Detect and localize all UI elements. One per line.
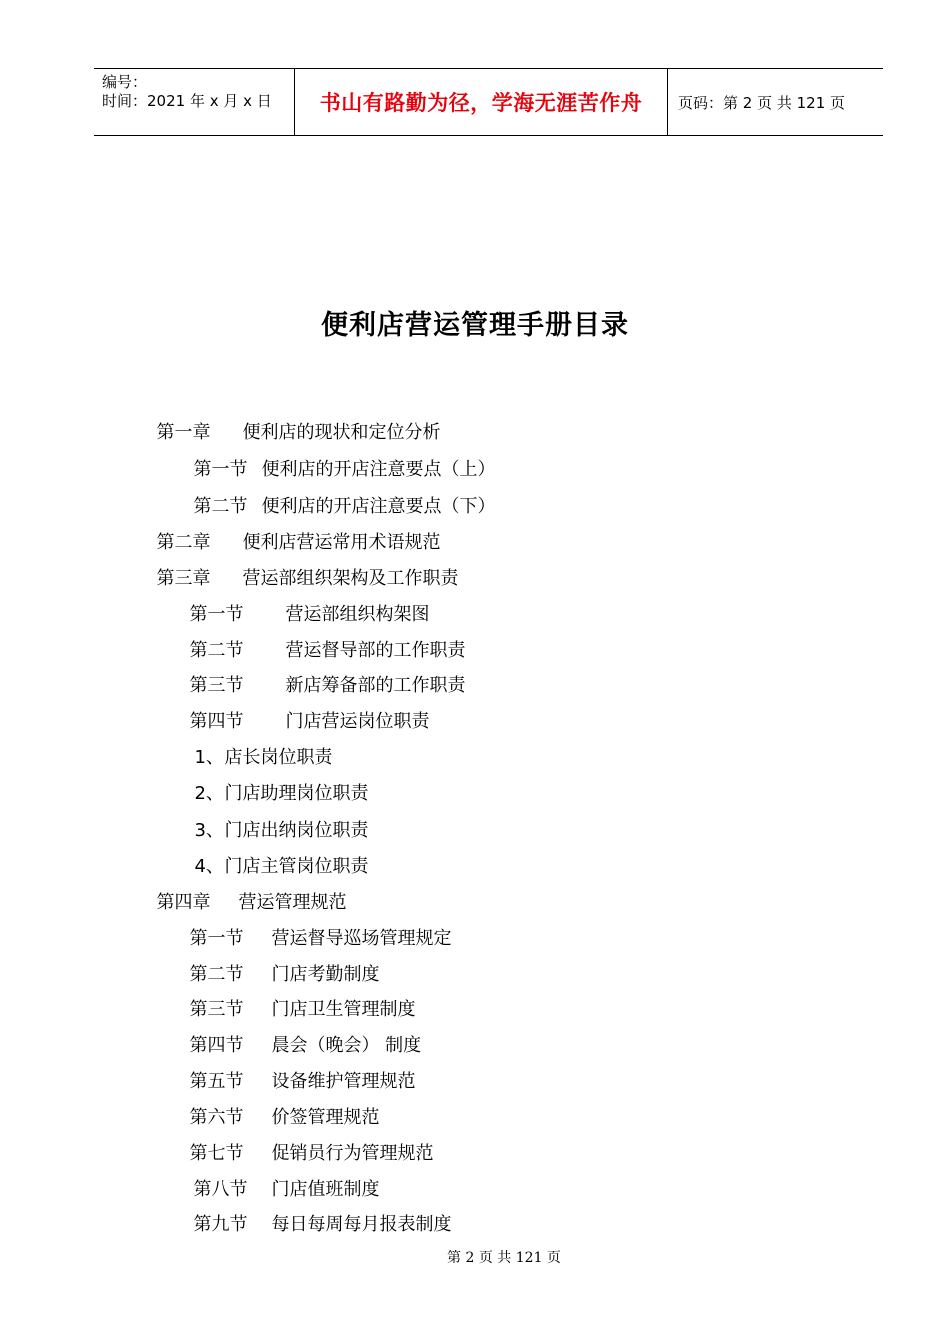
- header-motto: 书山有路勤为径，学海无涯苦作舟: [295, 69, 668, 135]
- toc-text: 价签管理规范: [271, 1107, 380, 1128]
- toc-number: 4、: [194, 856, 224, 877]
- toc-text: 营运督导巡场管理规定: [271, 928, 452, 949]
- toc-text: 便利店的现状和定位分析: [242, 422, 441, 443]
- toc-number: 3、: [194, 820, 224, 841]
- toc-section: [182, 1192, 451, 1236]
- toc-text: 门店卫生管理制度: [271, 999, 416, 1020]
- toc-text: 每日每周每月报表制度: [271, 1214, 452, 1235]
- toc-number: 第四节: [189, 1035, 244, 1056]
- toc-text: 促销员行为管理规范: [271, 1143, 434, 1164]
- toc-number: 第三章: [156, 568, 211, 589]
- time-label: 时间：2021 年 x 月 x 日: [102, 92, 272, 110]
- toc-number: 第一节: [193, 459, 248, 480]
- toc-text: 门店营运岗位职责: [285, 711, 430, 732]
- toc-text: 门店考勤制度: [271, 964, 380, 985]
- toc-number: 第二节: [189, 964, 244, 985]
- toc-text: 营运督导部的工作职责: [285, 640, 466, 661]
- toc-number: 第六节: [189, 1107, 244, 1128]
- toc-number: 第九节: [193, 1214, 248, 1235]
- toc-text: 设备维护管理规范: [271, 1071, 416, 1092]
- toc-text: 门店出纳岗位职责: [224, 820, 369, 841]
- toc-number: 第八节: [193, 1179, 248, 1200]
- toc-number: 第一节: [189, 604, 244, 625]
- header-table: [94, 68, 883, 136]
- toc-number: 第五节: [189, 1071, 244, 1092]
- toc-text: 门店助理岗位职责: [224, 783, 369, 804]
- toc-text: 便利店的开店注意要点（上）: [261, 459, 496, 480]
- toc-number: 第二章: [156, 532, 211, 553]
- header-page-info: 页码：第 2 页 共 121 页: [678, 93, 846, 112]
- header-meta: [94, 69, 295, 135]
- toc-text: 新店筹备部的工作职责: [285, 675, 466, 696]
- toc-number: 第四章: [156, 892, 211, 913]
- toc-number: 第三节: [189, 999, 244, 1020]
- toc-number: 第二节: [189, 640, 244, 661]
- toc-number: 第二节: [193, 496, 248, 517]
- toc-number: 第一章: [156, 422, 211, 443]
- toc-text: 便利店的开店注意要点（下）: [261, 496, 496, 517]
- toc-text: 店长岗位职责: [224, 747, 333, 768]
- toc-text: 营运管理规范: [238, 892, 347, 913]
- toc-number: 第四节: [189, 711, 244, 732]
- page-footer: 第 2 页 共 121 页: [447, 1250, 561, 1266]
- toc-text: 营运部组织架构及工作职责: [242, 568, 459, 589]
- toc-number: 1、: [194, 747, 224, 768]
- toc-text: 门店主管岗位职责: [224, 856, 369, 877]
- toc-text: 晨会（晚会） 制度: [271, 1035, 422, 1056]
- toc-number: 第三节: [189, 675, 244, 696]
- toc-number: 第七节: [189, 1143, 244, 1164]
- toc-text: 便利店营运常用术语规范: [242, 532, 441, 553]
- toc-number: 第一节: [189, 928, 244, 949]
- toc-text: 门店值班制度: [271, 1179, 380, 1200]
- serial-label: 编号：: [102, 73, 148, 91]
- toc-number: 2、: [194, 783, 224, 804]
- document-title: 便利店营运管理手册目录: [321, 310, 629, 341]
- toc-text: 营运部组织构架图: [285, 604, 430, 625]
